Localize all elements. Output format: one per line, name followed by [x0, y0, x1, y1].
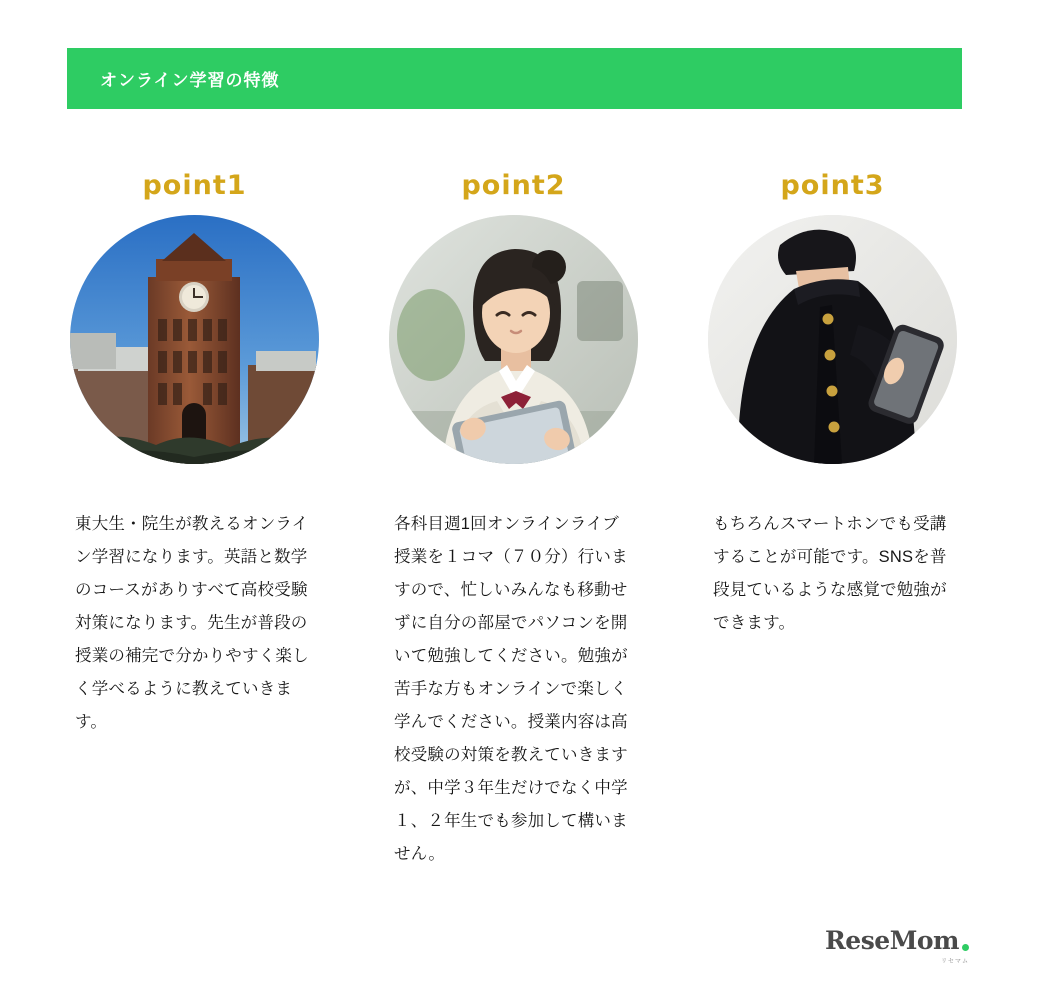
point-card-3	[705, 170, 960, 871]
point-card-1	[67, 170, 322, 871]
point-text-1: 東大生・院生が教えるオンライン学習になります。英語と数学のコースがありすべて高校受験対策になります。先生が普段の授業の補完で分かりやすく楽しく学べるように教えていきます。	[75, 515, 309, 731]
point-label-3: point3	[780, 170, 885, 201]
student-with-tablet-photo	[389, 215, 638, 464]
point-label-1: point1	[142, 170, 247, 201]
section-header-banner	[67, 48, 962, 109]
point-text-3: もちろんスマートホンでも受講することが可能です。SNSを普段見ているような感覚で勉強ができます。	[713, 515, 947, 632]
logo-wordmark	[825, 926, 969, 955]
logo-text: ReseMom	[825, 926, 959, 955]
student-with-smartphone-photo	[708, 215, 957, 464]
point-text-2: 各科目週1回オンラインライブ授業を１コマ（７０分）行いますので、忙しいみんなも移動せずに自分の部屋でパソコンを開いて勉強してください。勉強が苦手な方もオンラインで楽しく学んでください。授業内容は高校受験の対策を教えていきますが、中学３年生だけでなく中学１、２年生でも参加して構いません。	[394, 515, 628, 863]
logo-dot-icon	[962, 944, 969, 951]
university-clock-tower-photo	[70, 215, 319, 464]
logo-subtext: リセマム	[941, 959, 969, 965]
point-card-2	[386, 170, 641, 871]
point-label-2: point2	[461, 170, 566, 201]
site-logo	[825, 926, 969, 965]
points-row	[67, 170, 962, 871]
page-title: オンライン学習の特徴	[100, 71, 280, 90]
